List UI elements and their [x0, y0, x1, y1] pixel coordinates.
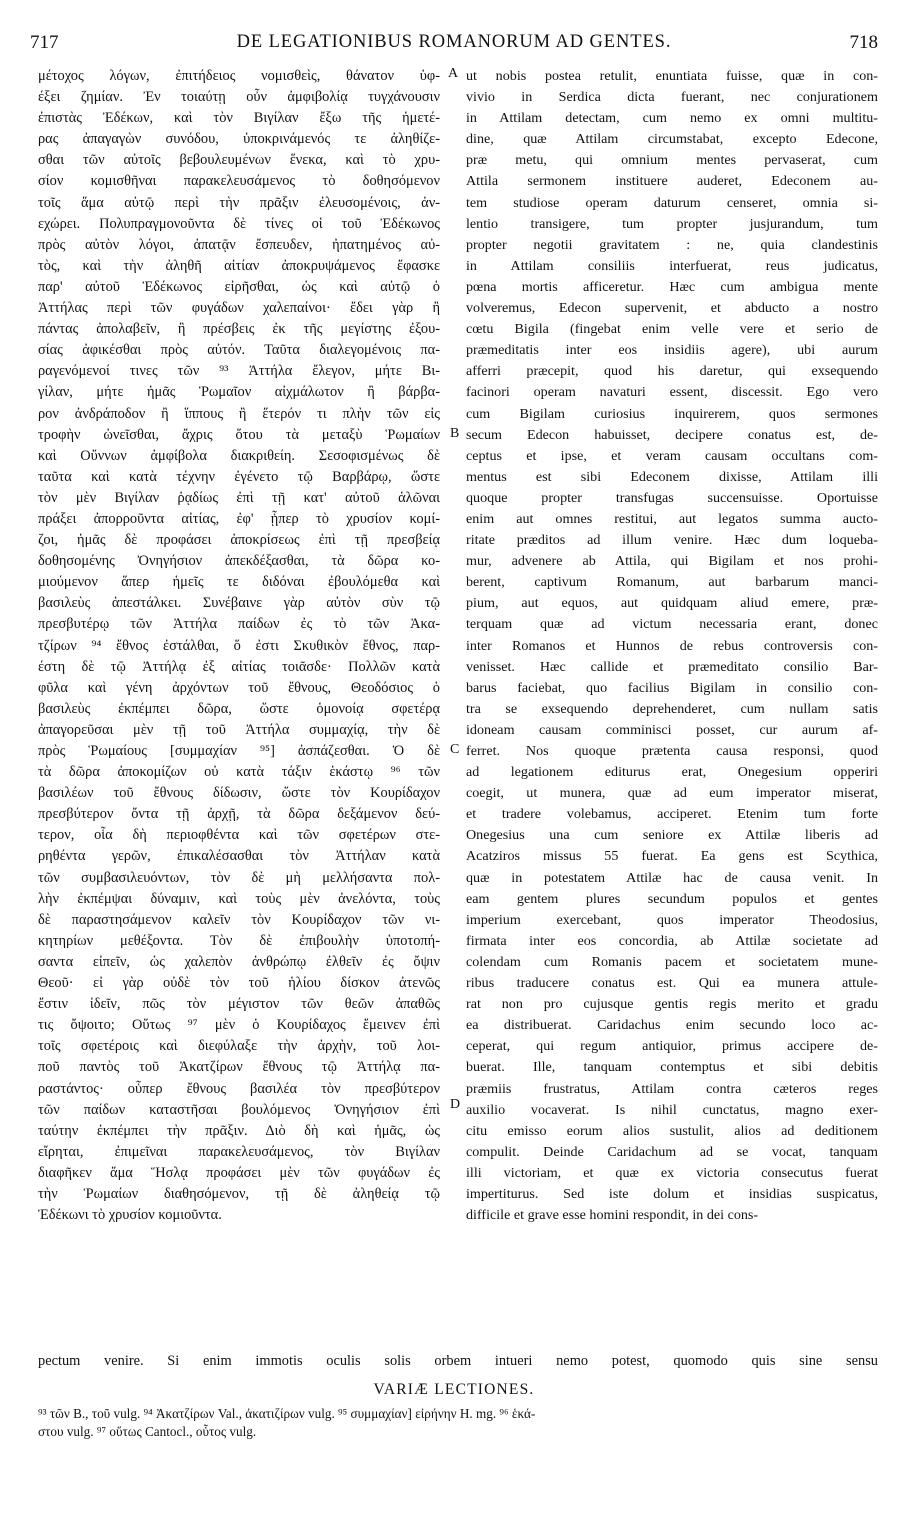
latin-text-line: quoque propter transfugas succensuisse. Oportuisse	[466, 489, 878, 506]
greek-text-line: δὲ παραστησάμενον καλεῖν τὸν Κουρίδαχον τῶν νι-	[38, 911, 440, 928]
latin-text-line: idoneam causam comminisci posset, cur aurum af-	[466, 721, 878, 738]
greek-text-line: καὶ Οὔννων ἀμφίβολα διακριθείη. Σεσοφισμένως δὲ	[38, 447, 440, 464]
latin-text-line: præmeditatis inter eos insidiis agere), ubi aurum	[466, 342, 878, 359]
latin-text-column	[466, 66, 878, 1226]
greek-text-line: γίλαν, μήτε ἡμᾶς Ῥωμαῖον αἰχμάλωτον ἢ βάρβα-	[38, 384, 440, 401]
latin-text-line: ut nobis postea retulit, enuntiata fuisse, quæ in con-	[466, 68, 878, 84]
latin-text-line: secum Edecon habuisset, decipere conatus est, de-	[466, 426, 878, 443]
latin-text-line: imperium exercebant, quos imperator Theodosius,	[466, 911, 878, 928]
latin-text-line: venisset. Hæc callide et præmeditato consilio Bar-	[466, 658, 878, 675]
latin-text-line: difficile et grave esse homini respondit, in dei cons-	[466, 1207, 759, 1224]
latin-text-line: compulit. Deinde Caridachum ad se vocat, tanquam	[466, 1143, 878, 1160]
greek-text-line: δοθησομένης Ὀνηγήσιον ἀπεκδέξασθαι, τὰ δῶρα κο-	[38, 553, 440, 570]
footnote-line: στου vulg. ⁹⁷ οὕτως Cantocl., οὗτος vulg.	[38, 1424, 257, 1439]
section-marker-b: B	[450, 426, 460, 441]
latin-text-line: barus faciebat, quo facilius Bigilam in consilio con-	[466, 679, 878, 696]
full-width-latin-line: pectum venire. Si enim immotis oculis solis orbem intueri nemo potest, quomodo quis sine sensu	[38, 1353, 878, 1369]
latin-text-line: pium, aut equos, aut quidquam aliud emere, præ-	[466, 595, 878, 612]
latin-text-line: ribus traducere conatus est. Qui ea munera attule-	[466, 975, 878, 992]
latin-text-line: rat non pro cujusque gentis regis merito et gradu	[466, 996, 878, 1013]
latin-text-line: coegit, ut munera, quæ ad eum imperator miserat,	[466, 785, 878, 802]
greek-text-line: ταῦτα καὶ κατὰ τέχνην ἐγένετο τῷ Βαρβάρῳ, ὥστε	[38, 468, 440, 485]
latin-text-line: quæ in potestatem Attilæ hac de causa venit. In	[466, 869, 878, 886]
latin-text-line: mur, advenere ab Attila, qui Bigilam et nos prohi-	[466, 553, 878, 570]
greek-text-line: τῶν παίδων καταστῆσαι βουλόμενος Ὀνηγήσιον ἐπὶ	[38, 1101, 440, 1118]
greek-text-line: πρὸς Ῥωμαίους [συμμαχίαν ⁹⁵] ἀσπάζεσθαι. Ὁ δὲ	[38, 743, 440, 759]
footnote-line: ⁹³ τῶν B., τοῦ vulg. ⁹⁴ Ἀκατζίρων Val., ἀκατιζίρων vulg. ⁹⁵ συμμαχίαν] εἰρήνην H. mg. ⁹⁶ ἑκά-	[38, 1406, 536, 1421]
greek-text-line: ἀπαγορεῦσαι μὲν τῇ τοῦ Ἀττήλα συμμαχίᾳ, τὴν δὲ	[38, 721, 440, 738]
greek-text-line: ρας ἀπαγαγὼν συνόδου, ὑποκρινάμενός τε ἀληθίζε-	[38, 131, 440, 148]
greek-text-line: έστη δὲ τῷ Ἀττήλᾳ ἐξ αἰτίας τοιᾶσδε· Πολλῶν κατὰ	[38, 658, 440, 675]
greek-text-line: πρεσβυτέρῳ τῶν Ἀττήλα παίδων ἐς τὸ τῶν Ἀκα-	[38, 616, 440, 633]
latin-text-line: præmiis frustratus, Attilam contra cæteros reges	[466, 1080, 878, 1097]
latin-text-line: firmata inter eos concordia, ab Attilæ societate ad	[466, 932, 878, 949]
greek-text-line: πράξει ἀπορροῦντα αἰτίας, ἐφ' ᾗπερ τὸ χρυσίον κομί-	[38, 510, 440, 527]
latin-text-line: impertiturus. Sed iste dolum et insidias suspicatus,	[466, 1185, 878, 1202]
latin-text-line: in Attilam detectam, cum nemo ex omni multitu-	[466, 110, 878, 127]
page-number-left: 717	[30, 32, 59, 53]
greek-text-line: πρὸς αὐτὸν λόγοι, ἀπατᾷν ἔσπευδεν, ἠπατημένος αὐ-	[38, 236, 440, 253]
greek-text-line: ζοι, ἡμᾶς δὲ προφάσει ἀποκρίσεως ἐπὶ τῇ πρεσβείᾳ	[38, 532, 440, 549]
latin-text-line: in Attilam consiliis interfuerat, reus judicatus,	[466, 257, 878, 274]
running-title: DE LEGATIONIBUS ROMANORUM AD GENTES.	[236, 32, 672, 52]
greek-text-line: πρεσβύτερον ὄντα τῇ ἀρχῇ, τὰ δῶρα δεξάμενον δεύ-	[38, 806, 440, 823]
greek-text-line: σίας ἀφικέσθαι πρὸς αὐτόν. Ταῦτα διαλεγομένοις πα-	[38, 342, 440, 359]
greek-text-line: σθαι τῶν αὐτοῖς βεβουλευμένων ἕνεκα, καὶ τὸ χρυ-	[38, 152, 440, 169]
latin-text-line: citu emisso eorum alios sustulit, alios ad deditionem	[466, 1122, 878, 1139]
latin-text-line: auxilio vocaverat. Is nihil cunctatus, magno exer-	[466, 1101, 878, 1118]
greek-text-line: τῶν συμβασιλευόντων, τὸν δὲ μὴ μελλήσαντα πολ-	[38, 869, 440, 886]
variae-lectiones-heading: VARIÆ LECTIONES.	[373, 1381, 535, 1398]
section-marker-c: C	[450, 742, 460, 757]
section-marker-a: A	[448, 66, 459, 81]
greek-text-line: τὸς, καὶ τὴν ἀληθῆ αἰτίαν ἀποκρυψάμενος ἔφασκε	[38, 257, 440, 274]
latin-text-line: mentus est sibi Edeconem dixisse, Attilam illi	[466, 468, 878, 485]
latin-text-line: illi victoriam, et quæ ex victoria consecutus fuerat	[466, 1164, 878, 1181]
latin-text-line: propter negotii gravitatem : ne, quia clandestinis	[466, 236, 878, 253]
greek-text-line: βασιλέων τοῦ ἔθνους δίδωσιν, ὥστε τὸν Κουρίδαχον	[38, 785, 440, 802]
greek-text-line: τζίρων ⁹⁴ ἔθνος ἐστάλθαι, ὅ ἐστι Σκυθικὸν ἔθνος, παρ-	[38, 637, 440, 654]
greek-text-line: πάντας ἀπολαβεῖν, ἢ πρέσβεις ἐκ τῆς μεγίστης ἐξου-	[38, 321, 440, 338]
latin-text-line: Onegesius una cum seniore ex Attilæ liberis ad	[466, 827, 878, 844]
latin-text-line: eam gentem plures secundum populos et gentes	[466, 890, 878, 907]
greek-text-line: έξει ζημίαν. Ἐν τοιαύτῃ οὖν ἀμφιβολίᾳ τυγχάνουσιν	[38, 89, 440, 106]
latin-text-line: vivio in Serdica dicta fuerant, nec conjurationem	[466, 89, 878, 106]
greek-text-line: ποῦ παντὸς τοῦ Ἀκατζίρων ἔθνους τῷ Ἀττήλᾳ πα-	[38, 1059, 440, 1076]
greek-text-line: παρ' αὐτοῦ Ἐδέκωνος εἰρῆσθαι, ὡς καὶ αὐτῷ ὁ	[38, 278, 440, 295]
latin-text-line: volveremus, Edecon supervenit, et abducto a nostro	[466, 300, 878, 317]
greek-text-line: Θεοῦ· εἰ γὰρ οὐδὲ τὸν τοῦ ἡλίου δίσκον ἀτενῶς	[38, 975, 440, 992]
greek-text-line: ρηθέντα γερῶν, ἐπικαλέσασθαι τὸν Ἀττήλαν κατὰ	[38, 848, 440, 865]
greek-text-line: τοῖς ἅμα αὐτῷ περὶ τὴν πρᾶξιν ἐλευσομένοις, ἀν-	[38, 194, 440, 211]
greek-text-line: Ἀττήλας περὶ τῶν φυγάδων χαλεπαίνοι· ἔδει γὰρ ἢ	[38, 300, 440, 317]
latin-text-line: terquam quæ ad victum necessaria erant, donec	[466, 616, 878, 633]
latin-text-line: Attila sermonem instituere auderet, Edeconem au-	[466, 173, 878, 190]
latin-text-line: facinori operam navaturi essent, discessit. Ego vero	[466, 384, 878, 401]
latin-text-line: ceptus et ipse, et veram causam occultans com-	[466, 447, 878, 464]
latin-text-line: ad legationem editurus erat, Onegesium opperiri	[466, 764, 878, 781]
latin-text-line: ea distribuerat. Caridachus enim secundo loco ac-	[466, 1017, 878, 1034]
page-number-right: 718	[849, 32, 878, 53]
greek-text-line: ταύτην ἐκπέμπει τὴν πρᾶξιν. Διὸ δὴ καὶ ἡμᾶς, ὡς	[38, 1122, 440, 1139]
greek-text-line: σαντα εἰπεῖν, ὡς χαλεπὸν ἀνθρώπῳ ἐλθεῖν ἐς ὄψιν	[38, 953, 440, 970]
latin-text-line: cœtu Bigila (fingebat enim velle vere et serio de	[466, 321, 878, 338]
latin-text-line: ritate præditos ad illum venire. Hæc dum loqueba-	[466, 532, 878, 549]
latin-text-line: buerat. Ille, tanquam contemptus et sibi debitis	[466, 1059, 878, 1076]
greek-text-line: τὸν μὲν Βιγίλαν ῥᾳδίως ἐπὶ τῇ κατ' αὐτοῦ ἁλῶναι	[38, 489, 440, 506]
latin-text-line: et tradere volebamus, acciperet. Etenim tum forte	[466, 806, 878, 823]
latin-text-line: tra se exsequendo deprehenderet, cum nullam satis	[466, 700, 878, 717]
greek-text-line: τὰ δῶρα ἀποκομίζων οὐ κατὰ τάξιν ἑκάστῳ ⁹⁶ τῶν	[38, 764, 440, 781]
greek-text-line: τροφὴν ὠνεῖσθαι, ἄχρις ὅτου τὰ μεταξὺ Ῥωμαίων	[38, 426, 440, 443]
latin-text-line: pœna mortis afficeretur. Hæc cum ambigua mente	[466, 278, 878, 295]
greek-text-line: λὴν ἐκπέμψαι δύναμιν, καὶ τοὺς μὲν ἀνελόντα, τοὺς	[38, 890, 440, 907]
latin-text-line: ferret. Nos quoque prætenta causa responsi, quod	[466, 743, 878, 759]
latin-text-line: cum Bigilam curiosius inquirerem, quos sermones	[466, 405, 878, 422]
greek-text-line: εἴρηται, ἐπιμεῖναι παρακελευσάμενος, τὸν Βιγίλαν	[38, 1143, 440, 1160]
greek-text-line: ἐπιστὰς Ἐδέκων, καὶ τὸν Βιγίλαν ἔξω τῆς ἡμετέ-	[38, 110, 440, 127]
greek-text-line: βασιλεὺς ἐκπέμπει δῶρα, ὥστε ὁμονοίᾳ σφετέρᾳ	[38, 700, 440, 717]
latin-text-line: lentio transigere, tum propter jusjurandum, tum	[466, 215, 878, 232]
greek-text-line: τις ὄψοιτο; Οὕτως ⁹⁷ μὲν ὁ Κουρίδαχος ἔμεινεν ἐπὶ	[38, 1017, 440, 1034]
greek-text-line: διαφῆκεν ἅμα Ἥσλᾳ προφάσει μὲν τῶν φυγάδων ἐς	[38, 1164, 440, 1181]
greek-text-line: βασιλεὺς ἀπεστάλκει. Συνέβαινε γὰρ αὐτὸν σὺν τῷ	[38, 595, 440, 612]
greek-text-line: φῦλα καὶ γένη ἀρχόντων τοῦ ἔθνους, Θεοδόσιος ὁ	[38, 679, 440, 696]
latin-text-line: tem studiose operam daturum censeret, omnia si-	[466, 194, 878, 211]
latin-text-line: afferri præcepit, quod his daretur, qui exsequendo	[466, 363, 878, 380]
greek-text-line: τὴν Ῥωμαίων διαθησόμενον, τῇ δὲ ἀληθείᾳ τῷ	[38, 1185, 440, 1202]
latin-text-line: berent, captivum Romanum, aut barbarum manci-	[466, 574, 878, 591]
latin-text-line: ceperat, qui regum antiquior, primus accipere de-	[466, 1038, 878, 1055]
section-marker-d: D	[450, 1097, 461, 1112]
greek-text-line: σίον κομισθῆναι παρακελευσάμενος τὸ δοθησόμενον	[38, 173, 440, 190]
latin-text-line: dine, quæ Attilam circumstabat, excepto Edecone,	[466, 131, 878, 148]
greek-text-line: μιούμενον ἅπερ ἡμεῖς τε διδόναι ἐβουλόμεθα καὶ	[38, 574, 440, 591]
greek-text-line: εχώρει. Πολυπραγμονοῦντα δὲ τίνες οἱ τοῦ Ἐδέκωνος	[38, 215, 440, 232]
greek-text-line: τερον, οἷα δὴ περιοφθέντα καὶ τῶν σφετέρων στε-	[38, 827, 440, 844]
greek-text-line: Ἐδέκωνι τὸ χρυσίον κομιοῦντα.	[38, 1207, 222, 1224]
latin-text-line: enim aut omnes restitui, aut legatos summa aucto-	[466, 510, 878, 527]
greek-text-line: τοῖς σφετέροις καὶ διεφύλαξε τὴν ἀρχὴν, τοῦ λοι-	[38, 1038, 440, 1055]
latin-text-line: Acatziros missus 55 fuerat. Ea gens est Scythica,	[466, 848, 878, 865]
latin-text-line: inter Romanos et Hunnos de rebus controversis con-	[466, 637, 878, 654]
greek-text-line: κητηρίων μεθέξοντα. Τὸν δὲ ἐπιβουλὴν ὑποτοπή-	[38, 932, 440, 949]
latin-text-line: præ metu, qui omnium mentes pervaserat, cum	[466, 152, 878, 169]
page-header	[30, 32, 878, 58]
latin-text-line: colendam cum Romanis pacem et societatem mune-	[466, 953, 878, 970]
greek-text-line: ραγενόμενοί τινες τῶν ⁹³ Ἀττήλα ἔλεγον, μήτε Βι-	[38, 363, 440, 380]
greek-text-line: μέτοχος λόγων, ἐπιτήδειος νομισθεὶς, θάνατον ὑφ-	[38, 68, 440, 84]
greek-text-column	[38, 66, 440, 1226]
greek-text-line: ἔστιν ἰδεῖν, πῶς τὸν μέγιστον τῶν θεῶν ἀπαθῶς	[38, 996, 440, 1013]
greek-text-line: ραστάντος· οὗπερ ἔθνους βασιλέα τὸν πρεσβύτερον	[38, 1080, 440, 1097]
greek-text-line: ρον ἀνδράποδον ἢ ἵππους ἢ ἕτερόν τι πλὴν τῶν εἰς	[38, 405, 440, 422]
